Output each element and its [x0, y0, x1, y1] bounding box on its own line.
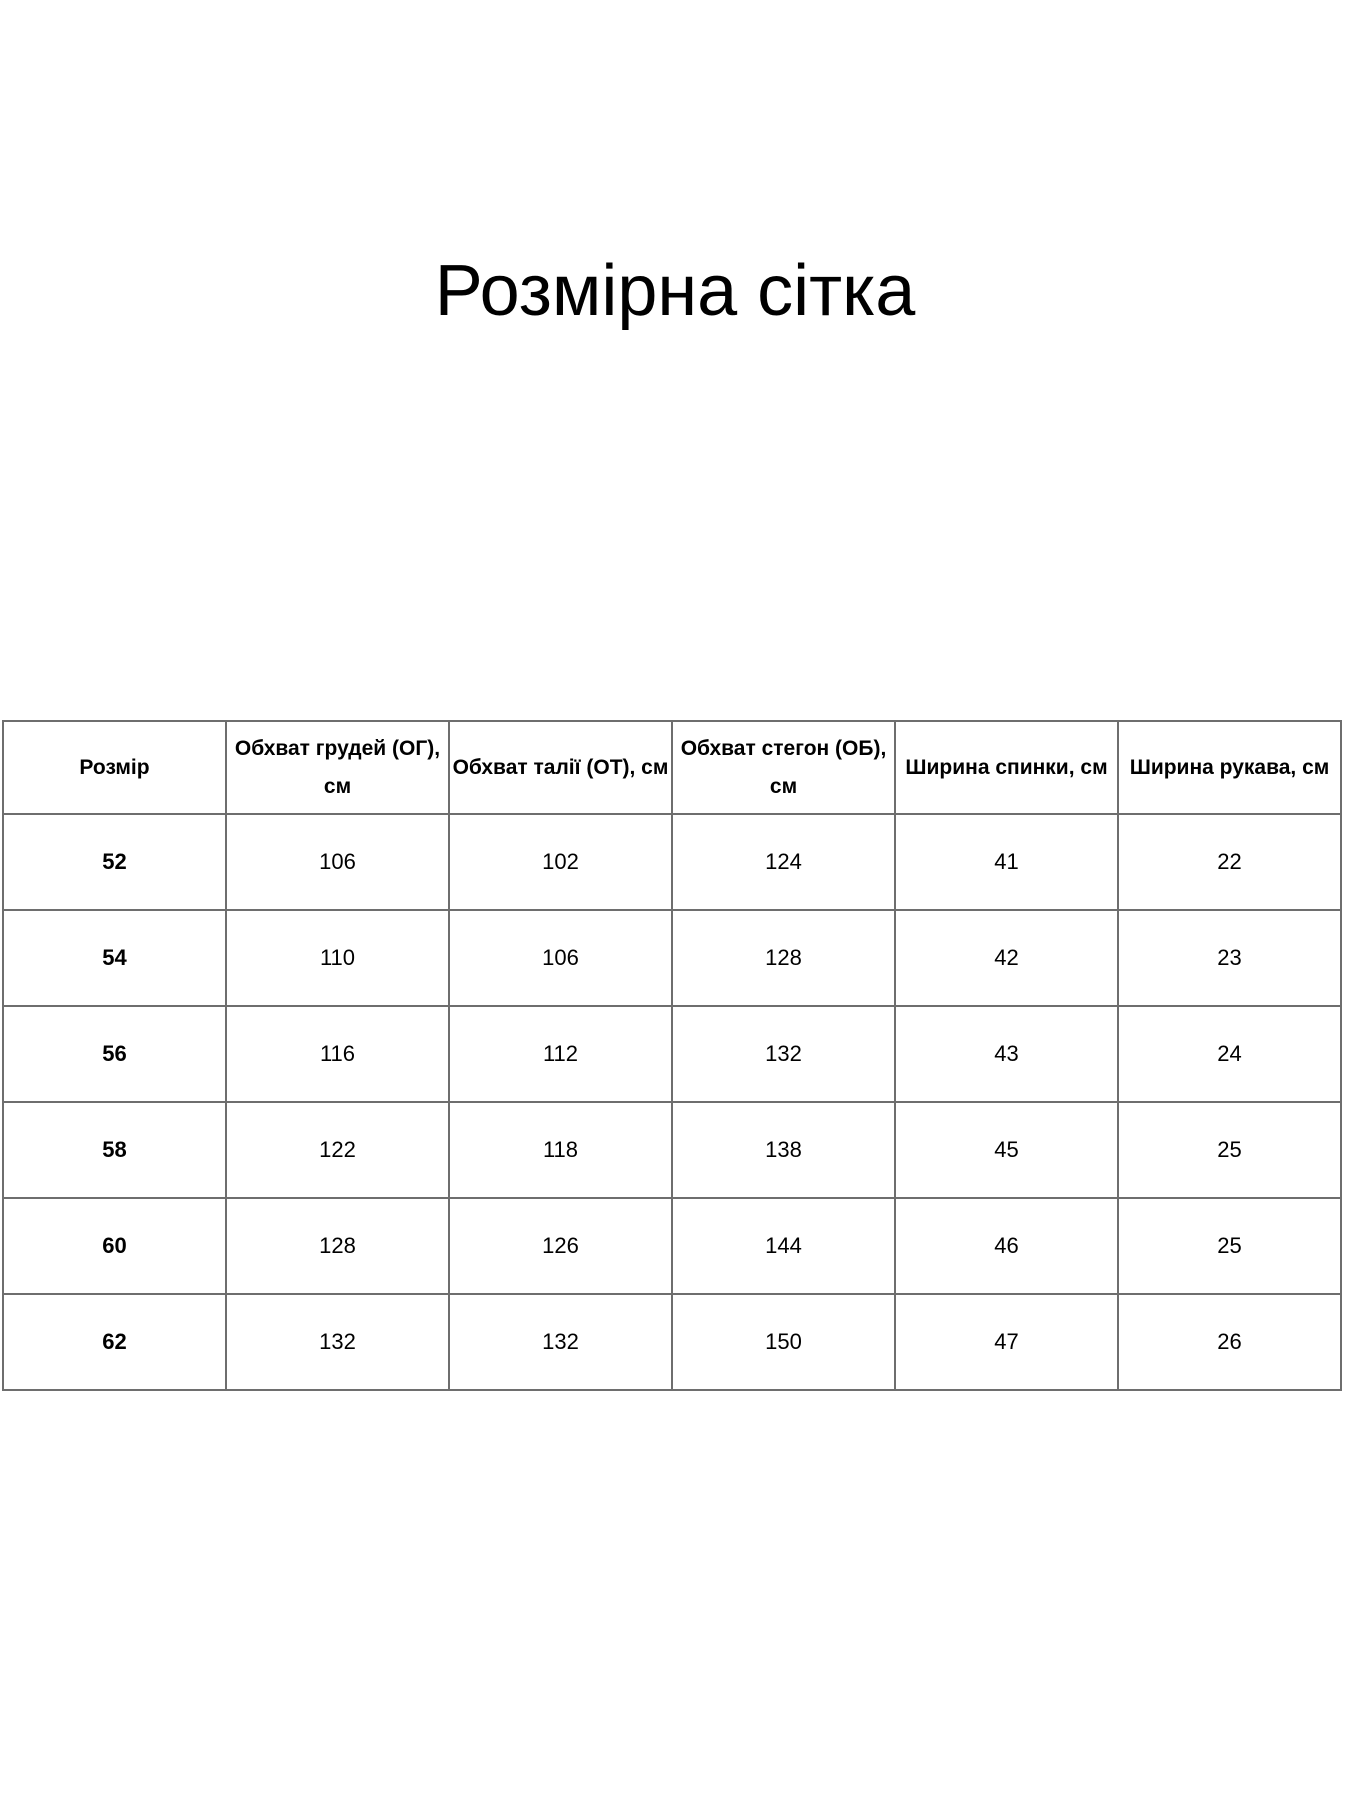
cell-back-width: 41: [895, 814, 1118, 910]
cell-back-width: 42: [895, 910, 1118, 1006]
cell-hips: 138: [672, 1102, 895, 1198]
cell-size: 58: [3, 1102, 226, 1198]
table-row: [3, 814, 1341, 910]
size-table: [2, 720, 1342, 1391]
cell-waist: 106: [449, 910, 672, 1006]
cell-sleeve-width: 23: [1118, 910, 1341, 1006]
cell-chest: 106: [226, 814, 449, 910]
table-row: [3, 1102, 1341, 1198]
cell-sleeve-width: 26: [1118, 1294, 1341, 1390]
cell-size: 52: [3, 814, 226, 910]
cell-back-width: 46: [895, 1198, 1118, 1294]
col-header-chest: Обхват грудей (ОГ), см: [226, 721, 449, 814]
cell-chest: 116: [226, 1006, 449, 1102]
cell-waist: 112: [449, 1006, 672, 1102]
header-row: [3, 721, 1341, 814]
table-row: [3, 1198, 1341, 1294]
cell-back-width: 43: [895, 1006, 1118, 1102]
cell-sleeve-width: 25: [1118, 1102, 1341, 1198]
cell-back-width: 45: [895, 1102, 1118, 1198]
cell-chest: 122: [226, 1102, 449, 1198]
cell-sleeve-width: 25: [1118, 1198, 1341, 1294]
cell-waist: 126: [449, 1198, 672, 1294]
cell-hips: 132: [672, 1006, 895, 1102]
cell-sleeve-width: 22: [1118, 814, 1341, 910]
cell-size: 54: [3, 910, 226, 1006]
cell-hips: 144: [672, 1198, 895, 1294]
cell-chest: 110: [226, 910, 449, 1006]
col-header-size: Розмір: [3, 721, 226, 814]
cell-hips: 150: [672, 1294, 895, 1390]
cell-waist: 102: [449, 814, 672, 910]
col-header-waist: Обхват талії (ОТ), см: [449, 721, 672, 814]
cell-chest: 132: [226, 1294, 449, 1390]
cell-size: 60: [3, 1198, 226, 1294]
cell-size: 56: [3, 1006, 226, 1102]
page-title: Розмірна сітка: [434, 251, 916, 331]
col-header-hips: Обхват стегон (ОБ), см: [672, 721, 895, 814]
cell-size: 62: [3, 1294, 226, 1390]
cell-waist: 118: [449, 1102, 672, 1198]
cell-hips: 124: [672, 814, 895, 910]
cell-chest: 128: [226, 1198, 449, 1294]
cell-waist: 132: [449, 1294, 672, 1390]
cell-back-width: 47: [895, 1294, 1118, 1390]
col-header-sleeve-width: Ширина рукава, см: [1118, 721, 1341, 814]
table-row: [3, 910, 1341, 1006]
table-row: [3, 1006, 1341, 1102]
table-row: [3, 1294, 1341, 1390]
cell-hips: 128: [672, 910, 895, 1006]
cell-sleeve-width: 24: [1118, 1006, 1341, 1102]
col-header-back-width: Ширина спинки, см: [895, 721, 1118, 814]
